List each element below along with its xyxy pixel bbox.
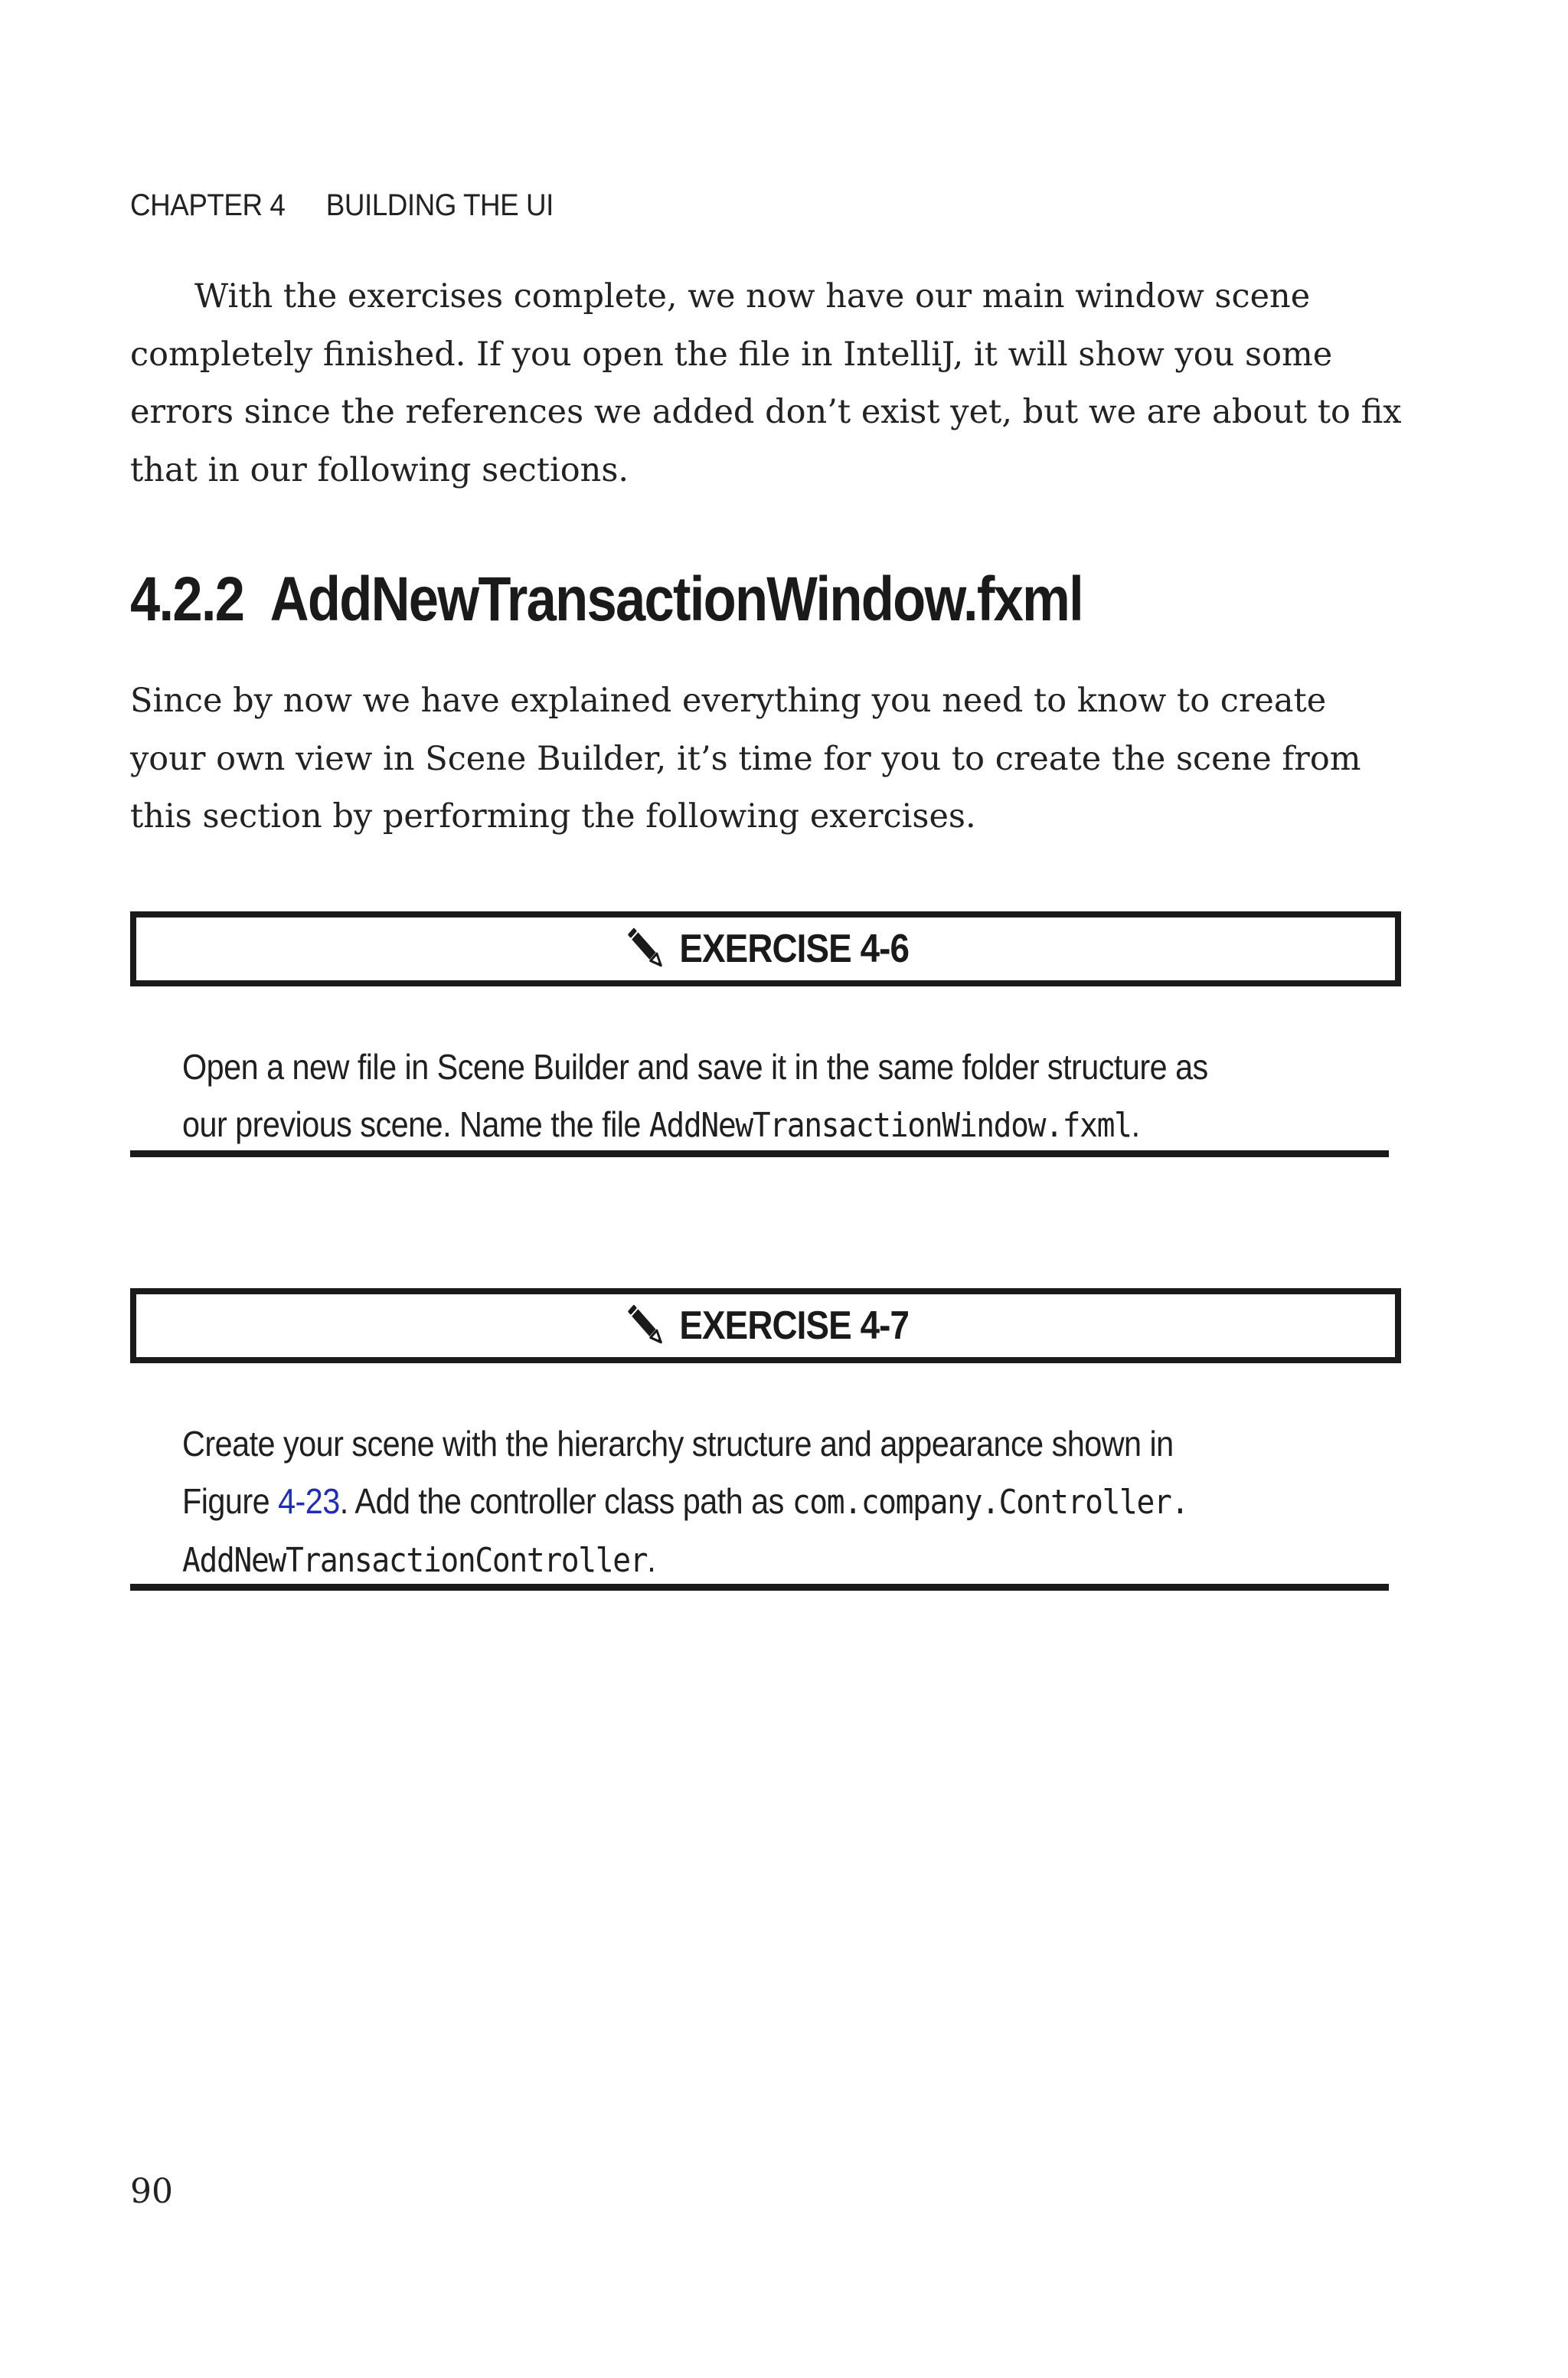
exercise-text: . [647, 1539, 656, 1579]
intro-line: completely finished. If you open the file in IntelliJ, it will show you some [130, 335, 1333, 374]
exercise-text: . Add the controller class path as [339, 1481, 792, 1521]
exercise-text: Figure [182, 1481, 279, 1521]
exercise-text: . [1131, 1104, 1140, 1144]
exercise-line: Create your scene with the hierarchy structure and appearance shown in [182, 1424, 1174, 1464]
inline-code: AddNewTransactionWindow.fxml [648, 1106, 1132, 1145]
exercise-4-7-header [130, 1288, 1401, 1363]
section-line: this section by performing the following exercises. [130, 797, 976, 836]
section-line: your own view in Scene Builder, it’s time for you to create the scene from [130, 739, 1361, 778]
exercise-line [182, 1096, 1257, 1154]
exercise-line: Open a new file in Scene Builder and save it in the same folder structure as [182, 1047, 1208, 1087]
exercise-4-6-body [182, 1039, 1377, 1154]
running-head [130, 188, 554, 223]
exercise-title-text: EXERCISE 4-6 [679, 927, 909, 971]
intro-line: errors since the references we added don’t exist yet, but we are about to fix [130, 393, 1402, 431]
section-number: 4.2.2 [130, 564, 244, 634]
inline-code: AddNewTransactionController [182, 1541, 648, 1580]
pencil-icon [622, 1299, 670, 1353]
exercise-line [182, 1531, 1257, 1589]
section-title: AddNewTransactionWindow.fxml [270, 564, 1083, 634]
exercise-title-text: EXERCISE 4-7 [679, 1303, 909, 1348]
intro-paragraph [130, 268, 1402, 499]
section-heading [130, 564, 1083, 636]
exercise-text: our previous scene. Name the file [182, 1104, 649, 1144]
pencil-icon [622, 922, 670, 976]
chapter-label: CHAPTER 4 [130, 188, 286, 222]
exercise-title [622, 922, 909, 976]
exercise-4-7-bottom-rule [130, 1584, 1389, 1591]
chapter-title: BUILDING THE UI [325, 188, 554, 222]
exercise-4-6-bottom-rule [130, 1150, 1389, 1157]
intro-line: that in our following sections. [130, 450, 629, 489]
section-line: Since by now we have explained everything you need to know to create [130, 682, 1327, 720]
exercise-4-6-header [130, 911, 1401, 986]
section-paragraph [130, 672, 1393, 846]
intro-line: With the exercises complete, we now have our main window scene [194, 277, 1311, 316]
exercise-4-7-body [182, 1415, 1377, 1589]
figure-link[interactable]: 4-23 [278, 1481, 340, 1521]
inline-code: com.company.Controller. [792, 1483, 1189, 1522]
exercise-title [622, 1299, 909, 1353]
exercise-line [182, 1473, 1257, 1531]
page-number: 90 [130, 2172, 173, 2211]
